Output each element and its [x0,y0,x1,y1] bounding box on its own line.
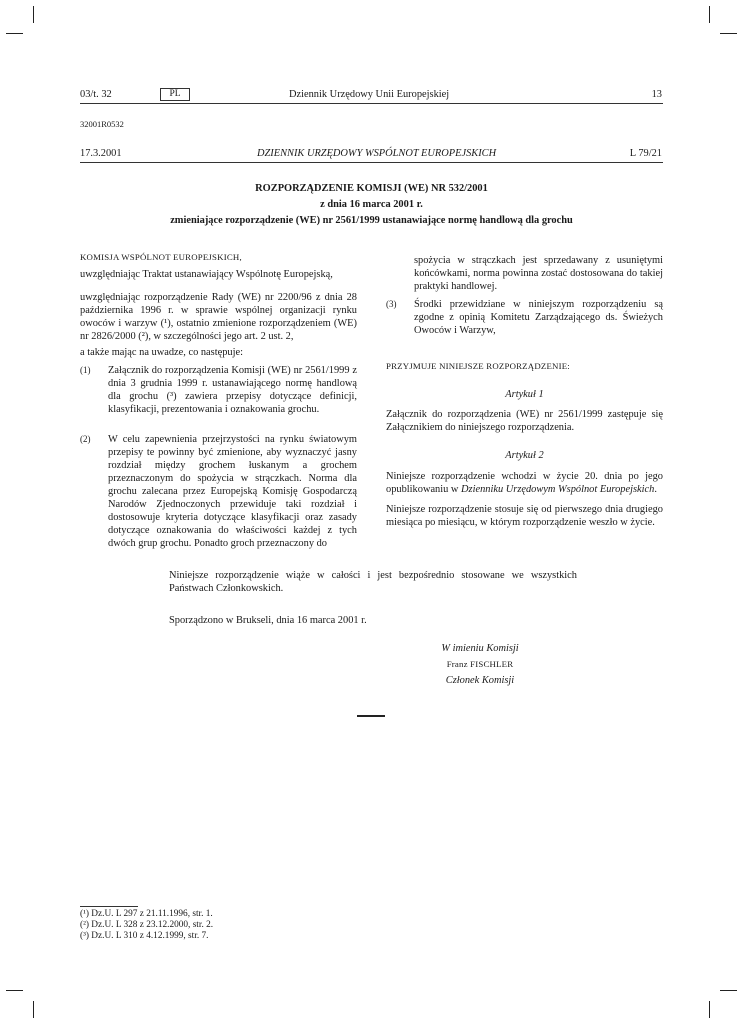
recitals-intro: a także mając na uwadze, co następuje: [80,347,243,358]
footnote-3: (³) Dz.U. L 310 z 4.12.1999, str. 7. [80,931,209,941]
article-2-paragraph-2: Niniejsze rozporządzenie stosuje się od pierwszego dnia drugiego miesiąca po miesiącu, w którym rozporządzenie weszło w życie. [386,504,663,528]
adoption-formula: PRZYJMUJE NINIEJSZE ROZPORZĄDZENIE: [386,361,570,371]
signature-on-behalf: W imieniu Komisji [441,643,519,654]
header-rule [80,103,663,104]
regulation-date: z dnia 16 marca 2001 r. [320,199,423,210]
publication-rule [80,162,663,163]
crop-mark-bottom-right-h [720,990,737,991]
commission-heading: KOMISJA WSPÓLNOT EUROPEJSKICH, [80,252,242,262]
publication-journal: DZIENNIK URZĘDOWY WSPÓLNOT EUROPEJSKICH [257,148,497,159]
article-2-journal: Dzienniku Urzędowym Wspólnot Europejskich [461,484,655,495]
publication-date: 17.3.2001 [80,148,122,159]
crop-mark-top-left-h [6,33,23,34]
footnote-2: (²) Dz.U. L 328 z 23.12.2000, str. 2. [80,920,214,930]
recital-1-text: Załącznik do rozporządzenia Komisji (WE) nr 2561/1999 z dnia 3 grudnia 1999 r. ustanawiającego normę handlową dla grochu (³) zawiera przepisy dotyczące definicji, klasyfikacji, prezentowania i oznakowania grochu. [108,365,357,415]
article-2-title: Artykuł 2 [505,450,544,461]
crop-mark-bottom-left-h [6,990,23,991]
recital-2-text: W celu zapewnienia przejrzystości na rynku światowym przepisy te powinny być zmienione, aby wyznaczyć jasny rozdział między grochem łuskanym a grochem przeznaczonym do spożycia w strączkach. Norma dla grochu zalecana przez Europejską Komisję Gospodarczą Narodów Zjednoczonych przewiduje taki rozdział i dostosowuje kryteria dotyczące klasyfikacji oraz zasady dotyczące oznakowania do właściwości każdej z tych dwóch grup grochu. Ponadto groch przeznaczony do [108,434,357,549]
article-1-title: Artykuł 1 [505,389,544,400]
celex-number: 32001R0532 [80,119,124,129]
publication-reference: L 79/21 [629,148,662,159]
crop-mark-bottom-right-v [709,1001,710,1018]
signatory-name: Franz FISCHLER [446,659,514,669]
header-issue: 03/t. 32 [80,89,112,100]
crop-mark-top-right-v [709,6,710,23]
crop-mark-bottom-left-v [33,1001,34,1018]
end-of-text-rule [357,715,385,717]
done-at: Sporządzono w Brukseli, dnia 16 marca 2001 r. [169,615,367,626]
binding-clause: Niniejsze rozporządzenie wiąże w całości i jest bezpośrednio stosowane we wszystkich Państwach Członkowskich. [169,570,577,594]
footnote-1: (¹) Dz.U. L 297 z 21.11.1996, str. 1. [80,909,213,919]
regulation-title: ROZPORZĄDZENIE KOMISJI (WE) NR 532/2001 [255,183,488,194]
crop-mark-top-left-v [33,6,34,23]
header-page-number: 13 [651,89,662,100]
article-1-text: Załącznik do rozporządzenia (WE) nr 2561/1999 zastępuje się Załącznikiem do niniejszego rozporządzenia. [386,409,663,433]
signatory-role: Członek Komisji [445,675,515,686]
header-journal: Dziennik Urzędowy Unii Europejskiej [289,89,450,100]
article-2-text-a: Niniejsze rozporządzenie wchodzi w życie 20. dnia po jego opublikowaniu w [386,471,663,495]
article-2-text [386,470,663,496]
recital-2-number: (2) [80,434,91,444]
article-2-text-c: . [654,484,657,495]
recital-2-continued: spożycia w strączkach jest sprzedawany z usuniętymi końcówkami, norma powinna zostać dostosowana do takiej praktyki handlowej. [414,255,663,292]
language-badge: PL [160,88,190,101]
footnote-rule [80,906,138,907]
crop-mark-top-right-h [720,33,737,34]
citation-council-regulation: uwzględniając rozporządzenie Rady (WE) nr 2200/96 z dnia 28 października 1996 r. w sprawie wspólnej organizacji rynku owoców i warzyw (¹), ostatnio zmienione rozporządzeniem (WE) nr 2826/2000 (²), w szczególności jego art. 2 ust. 2, [80,292,357,342]
recital-1-number: (1) [80,365,91,375]
recital-3-text: Środki przewidziane w niniejszym rozporządzeniu są zgodne z opinią Komitetu Zarządzającego ds. Świeżych Owoców i Warzyw, [414,299,663,336]
recital-3-number: (3) [386,299,397,309]
citation-treaty: uwzględniając Traktat ustanawiający Wspólnotę Europejską, [80,269,333,280]
regulation-subject: zmieniające rozporządzenie (WE) nr 2561/1999 ustanawiające normę handlową dla grochu [170,215,573,226]
